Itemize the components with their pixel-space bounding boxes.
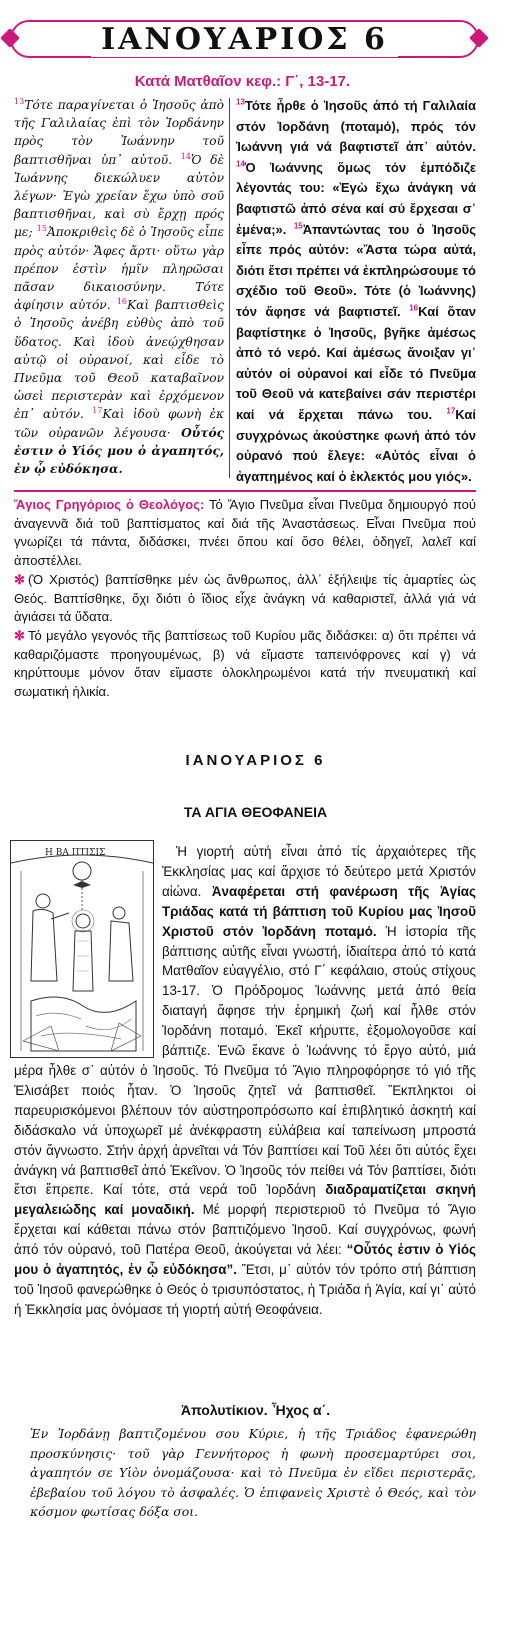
verse: $^{17}$Καὶ ἰδοὺ φωνὴ ἐκ τῶν οὐρανῶν λέγουσα· Οὗτός ἐστιν ὁ Υἱός μου ὁ ἀγαπητός, ἐν ᾧ εὐδόκησα. bbox=[14, 406, 224, 477]
commentary-author: Ἅγιος Γρηγόριος ὁ Θεολόγος: bbox=[14, 497, 205, 512]
feast-title: ΤΑ ΑΓΙΑ ΘΕΟΦΑΝΕΙΑ bbox=[183, 804, 328, 820]
verse: $^{16}$Καὶ βαπτισθεὶς ὁ Ἰησοῦς ἀνέβη εὐθὺς ἀπὸ τοῦ ὕδατος. Καὶ ἰδοὺ ἀνεῴχθησαν αὐτῷ οἱ οὐρανοί, καὶ εἶδε τὸ Πνεῦμα τοῦ Θεοῦ καταβαῖνον ὡσεὶ περιστερὰν καὶ ἐρχόμενον ἐπ᾽ αὐτόν. bbox=[14, 297, 224, 422]
ornament-left-icon bbox=[0, 28, 20, 48]
verse: $^{15}$Ἀποκριθεὶς δὲ ὁ Ἰησοῦς εἶπε πρὸς αὐτόν· Ἄφες ἄρτι· οὕτω γὰρ πρέπον ἐστὶν ἡμῖν πληρῶσαι πᾶσαν δικαιοσύνην. Τότε ἀφίησιν αὐτόν. bbox=[14, 224, 224, 313]
apolytikion-heading: Ἀπολυτίκιον. Ἦχος α΄. bbox=[180, 1402, 331, 1418]
commentary-paragraph: Ἅγιος Γρηγόριος ὁ Θεολόγος: Τό Ἅγιο Πνεῦμα εἶναι Πνεῦμα δημιουργό πού ἀναγεννᾶ διά τοῦ βαπτίσματος καί διά τῆς Ἀναστάσεως. Εἶναι Πνεῦμα πού γνωρίζει τά πάντα, διδάσκει, πνέει ὅπου καί ὅσο θέλει, ὁδηγεῖ, λαλεῖ καί ἀποστέλλει. bbox=[14, 497, 476, 569]
verse: $^{14}$Ὁ Ἰωάννης ὅμως τόν ἐμπόδιζε λέγοντάς του: «Ἐγὼ ἔχω ἀνάγκη νά βαφτιστῶ ἀπό σένα καί σύ ἔρχεσαι σ᾽ ἐμένα;». bbox=[236, 159, 476, 237]
verse: $^{15}$Ἀπαντώντας του ὁ Ἰησοῦς εἶπε πρός αὐτόν: «Ἄστα τώρα αὐτά, διότι ἔτσι πρέπει νά ἐκπληρώσουμε τό σχέδιο τοῦ Θεοῦ». Τότε (ὁ Ἰωάννης) τόν ἄφησε νά βαφτιστεῖ. bbox=[236, 221, 476, 319]
column-divider bbox=[229, 98, 230, 478]
verse: $^{13}$Τότε παραγίνεται ὁ Ἰησοῦς ἀπὸ τῆς Γαλιλαίας ἐπὶ τὸν Ἰορδάνην πρὸς τὸν Ἰωάννην τοῦ βαπτισθῆναι ὑπ᾽ αὐτοῦ. bbox=[14, 96, 224, 167]
date-banner bbox=[10, 20, 479, 58]
icon-caption: Η ΒΑ ΠΤΙΣΙΣ bbox=[45, 848, 106, 858]
narrative-paragraph: Ἡ γιορτή αὐτή εἶναι ἀπό τίς ἀρχαιότερες τῆς Ἐκκλησίας μας καί ἄρχισε τό δεύτερο μετά Χριστόν αἰώνα. Ἀναφέρεται στή φανέρωση τῆς Ἁγίας Τριάδας κατά τή βάπτιση τοῦ Κυρίου μας Ἰησοῦ Χριστοῦ στόν Ἰορδάνη ποταμό. Ἡ ἱστορία τῆς βάπτισης αὐτῆς εἶναι γνωστή, ἰδιαίτερα ἀπό τό κατά Ματθαῖον εὐαγγέλιο, στό Γ΄ κεφάλαιο, στούς στίχους 13-17. Ὁ Πρόδρομος Ἰωάννης μετά ἀπό θεία διαταγή ἄφησε τήν ἐρημική ζωή καί ἦλθε στόν Ἰορδάνη ποταμό. Ἐκεῖ κήρυττε, ἐξομολογοῦσε καί βάπτιζε. Ἐνῶ ἔκανε ὁ Ἰωάννης τό ἔργο αὐτό, μιά μέρα ἦλθε σ᾽ αὐτόν ὁ Ἰησοῦς. Τό Πνεῦμα τό Ἅγιο πληροφόρησε τό γιό τῆς Ἐλισάβετ ποιός ἦταν. Ὁ Ἰησοῦς ζητεῖ νά βαπτισθεῖ. Ἔκπληκτοι οἱ παρευρισκόμενοι βλέπουν τόν αὐστηροπρόσωπο καί ἐπιβλητικό ἀσκητή καί διδάσκαλο νά ὑποχωρεῖ μέ ἀνέκφραστη εὐλάβεια καί ταπείνωση μπροστά στόν ἄγνωστο. Στήν ἀρχή ἀρνεῖται νά Τόν βαπτίσει καί Τοῦ λέει ὅτι αὐτός ἔχει ἀνάγκη νά βαπτισθεῖ ἀπό Ἐκεῖνον. Ὁ Ἰησοῦς τόν πείθει νά Τόν βαπτίσει, διότι ἔτσι ἔπρεπε. Καί τότε, στά νερά τοῦ Ἰορδάνη διαδραματίζεται σκηνή μεγαλειώδης καί μοναδική. Μέ μορφή περιστεριοῦ τό Πνεῦμα τό Ἅγιο ἔρχεται καί κάθεται πάνω στόν βαπτιζόμενο Ἰησοῦ. Καί συγχρόνως, φωνή ἀπό τόν οὐρανό, τοῦ Πατέρα Θεοῦ, ἀκούγεται νά λέει: “Οὗτός ἐστιν ὁ Υἱός μου ὁ ἀγαπητός, ἐν ᾧ εὐδόκησα”. Ἔτσι, μ᾽ αὐτόν τόν τρόπο στή βάπτιση τοῦ Ἰησοῦ φανερώθηκε ὁ Θεός ὁ τρισυπόστατος, ἡ Τριάδα ἡ Ἁγία, καί γι᾽ αὐτό ἡ Ἐκκλησία μας ὀνόμασε τή γιορτή αὐτή Θεοφάνεια. bbox=[14, 844, 477, 1317]
apolytikion-text: Ἐν Ἰορδάνῃ βαπτιζομένου σου Κύριε, ἡ τῆς Τριάδος ἐφανερώθη προσκύνησις· τοῦ γὰρ Γεννήτορος ἡ φωνὴ προσεμαρτύρει σοι, ἀγαπητόν σε Υἱὸν ὀνομάζουσα· καὶ τὸ Πνεῦμα ἐν εἴδει περιστερᾶς, ἐβεβαίου τοῦ λόγου τὸ ἀσφαλές. Ὁ ἐπιφανεὶς Χριστὲ ὁ Θεός, καὶ τὸν κόσμον φωτίσας δόξα σοι. bbox=[30, 1426, 476, 1519]
verse: $^{13}$Τότε ἦρθε ὁ Ἰησοῦς ἀπό τή Γαλιλαία στόν Ἰορδάνη (ποταμό), πρός τόν Ἰωάννη γιά νά βαφτιστεῖ ἀπ᾽ αὐτόν. bbox=[236, 97, 476, 155]
commentary-paragraph: ✻ Τό μεγάλο γεγονός τῆς βαπτίσεως τοῦ Κυρίου μᾶς διδάσκει: α) ὅτι πρέπει νά καθαριζόμαστε προηγουμένως, β) νά εἴμαστε ταπεινόφρονες καί γ) νά κηρύττουμε μόνον ὅταν εἴμαστε ὁλοκληρωμένοι κατά τήν πνευματική καί σωματική ἡλικία. bbox=[14, 627, 476, 700]
verse: $^{16}$Καί ὅταν βαφτίστηκε ὁ Ἰησοῦς, βγῆκε ἀμέσως ἀπό τό νερό. Καί ἀμέσως ἄνοιξαν γι᾽ αὐτόν οἱ οὐρανοί καί εἶδε τό Πνεῦμα τοῦ Θεοῦ νά κατεβαίνει σάν περιστέρι καί νά ἔρχεται πάνω του. bbox=[236, 303, 476, 422]
image-spacer bbox=[14, 842, 162, 1060]
commentary bbox=[14, 496, 476, 702]
day-title: ΙΑΝΟΥΑΡΙΟΣ 6 bbox=[185, 752, 326, 769]
verse: $^{17}$Καί συγχρόνως ἀκούστηκε φωνή ἀπό τόν οὐρανό πού ἔλεγε: «Αὐτός εἶναι ὁ ἀγαπημένος καί ὁ ἐκλεκτός μου γιός». bbox=[236, 406, 476, 484]
translation-column bbox=[236, 96, 476, 487]
section-divider bbox=[14, 490, 476, 492]
feast-narrative bbox=[14, 842, 476, 1320]
commentary-paragraph: ✻ (Ὁ Χριστός) βαπτίσθηκε μέν ὡς ἄνθρωπος, ἀλλ᾽ ἐξήλειψε τίς ἁμαρτίες ὡς Θεός. Βαπτίσθηκε, ὄχι διότι ὁ ἴδιος εἶχε ἀνάγκη νά καθαριστεῖ, ἀλλά γιά νά ἁγιάσει τά ὕδατα. bbox=[14, 571, 476, 625]
asterisk-icon: ✻ bbox=[14, 627, 25, 643]
verse: $^{14}$Ὁ δὲ Ἰωάννης διεκώλυεν αὐτὸν λέγων· Ἐγὼ χρείαν ἔχω ὑπὸ σοῦ βαπτισθῆναι, καὶ σὺ ἔρχῃ πρός με; bbox=[14, 151, 224, 240]
asterisk-icon: ✻ bbox=[14, 571, 25, 587]
ornament-right-icon bbox=[469, 28, 489, 48]
banner-title: ΙΑΝΟΥΑΡΙΟΣ 6 bbox=[91, 22, 398, 57]
reading-reference: Κατά Ματθαῖον κεφ.: Γ΄, 13-17. bbox=[134, 73, 351, 90]
original-text-column bbox=[14, 96, 224, 478]
